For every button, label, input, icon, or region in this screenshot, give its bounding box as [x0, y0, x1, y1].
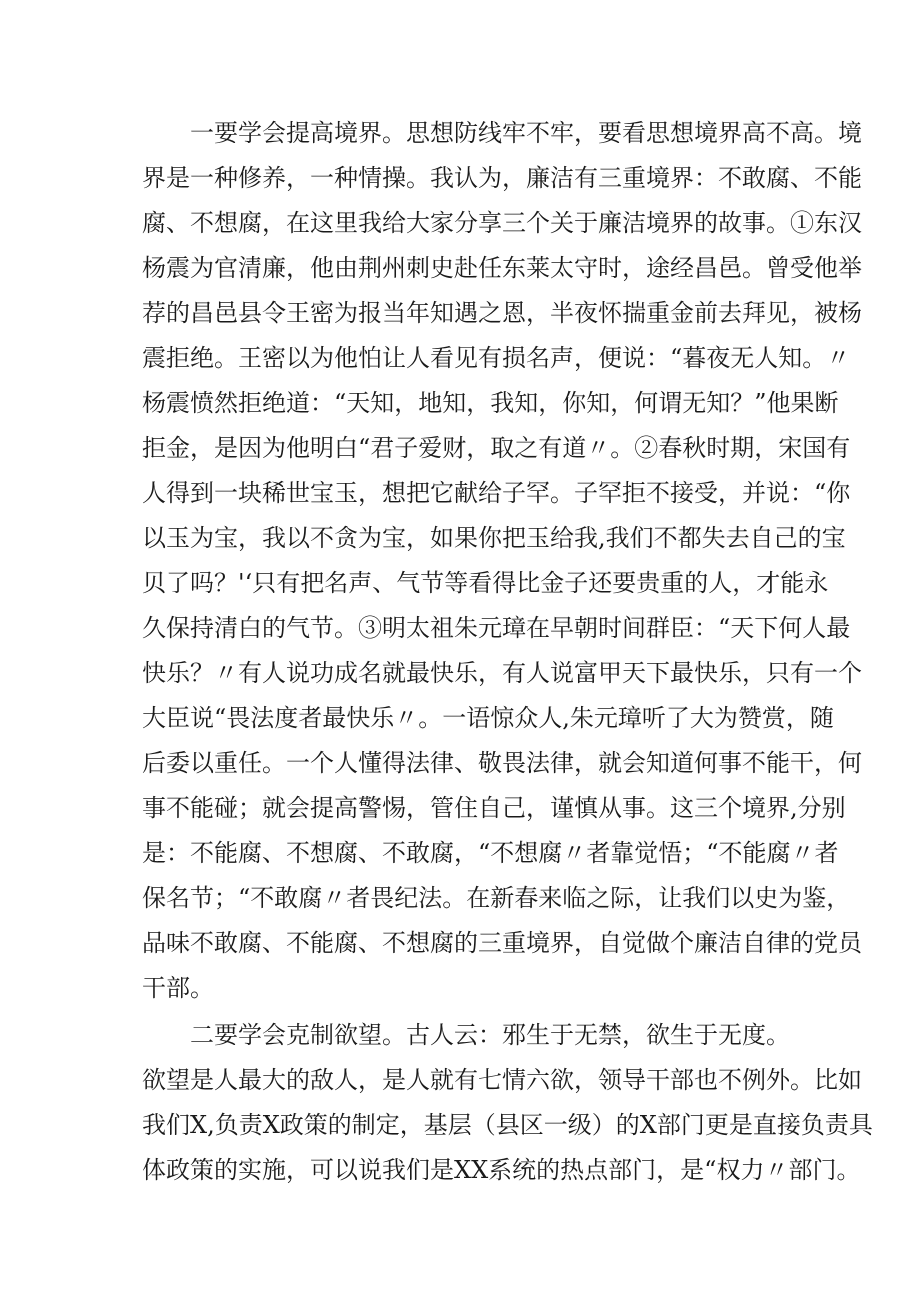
- paragraph-1-line-20: 干部。: [142, 974, 214, 1002]
- paragraph-2-line-4: 体政策的实施，可以说我们是XX系统的热点部门，是“权力〃部门。: [142, 1156, 861, 1184]
- paragraph-1-line-10: 以玉为宝，我以不贪为宝，如果你把玉给我,我们不都失去自己的宝: [142, 524, 846, 552]
- paragraph-1-line-15: 后委以重任。一个人懂得法律、敬畏法律，就会知道何事不能干，何: [142, 749, 862, 777]
- paragraph-2-line-2: 欲望是人最大的敌人，是人就有七情六欲，领导干部也不例外。比如: [142, 1066, 862, 1094]
- paragraph-1-line-18: 保名节；“不敢腐〃者畏纪法。在新春来临之际，让我们以史为鉴，: [142, 884, 851, 912]
- paragraph-1-line-5: 荐的昌邑县令王密为报当年知遇之恩，半夜怀揣重金前去拜见，被杨: [142, 299, 862, 327]
- paragraph-1-line-1: 一要学会提高境界。思想防线牢不牢，要看思想境界高不高。境: [190, 119, 862, 147]
- paragraph-1-line-17: 是：不能腐、不想腐、不敢腐，“不想腐〃者靠觉悟；“不能腐〃者: [142, 839, 839, 867]
- paragraph-1-line-14: 大臣说“畏法度者最快乐〃。一语惊众人,朱元璋听了大为赞赏，随: [142, 704, 834, 732]
- paragraph-1-line-3: 腐、不想腐，在这里我给大家分享三个关于廉洁境界的故事。①东汉: [142, 209, 862, 237]
- paragraph-1-line-11: 贝了吗？'‘只有把名声、气节等看得比金子还要贵重的人，才能永: [142, 569, 829, 597]
- paragraph-1-line-9: 人得到一块稀世宝玉，想把它献给子罕。子罕拒不接受，并说：“你: [142, 479, 851, 507]
- paragraph-1-line-8: 拒金，是因为他明白“君子爱财，取之有道〃。②春秋时期，宋国有: [142, 434, 851, 462]
- paragraph-1-line-13: 快乐？〃有人说功成名就最快乐，有人说富甲天下最快乐，只有一个: [142, 659, 862, 687]
- paragraph-1-line-2: 界是一种修养，一种情操。我认为，廉洁有三重境界：不敢腐、不能: [142, 164, 862, 192]
- paragraph-1-line-19: 品味不敢腐、不能腐、不想腐的三重境界，自觉做个廉洁自律的党员: [142, 929, 862, 957]
- paragraph-2-line-3: 我们X,负责X政策的制定，基层（县区一级）的X部门更是直接负责具: [142, 1111, 873, 1139]
- paragraph-1-line-6: 震拒绝。王密以为他怕让人看见有损名声，便说：“暮夜无人知。〃: [142, 344, 851, 372]
- paragraph-2-line-1: 二要学会克制欲望。古人云：邪生于无禁，欲生于无度。: [190, 1021, 790, 1049]
- paragraph-1-line-16: 事不能碰；就会提高警惕，管住自己，谨慎从事。这三个境界,分别: [142, 794, 846, 822]
- paragraph-1-line-7: 杨震愤然拒绝道：“天知，地知，我知，你知，何谓无知？”他果断: [142, 389, 839, 417]
- paragraph-1-line-12: 久保持清白的气节。③明太祖朱元璋在早朝时间群臣：“天下何人最: [142, 614, 851, 642]
- paragraph-1-line-4: 杨震为官清廉，他由荆州刺史赴任东莱太守时，途经昌邑。曾受他举: [142, 254, 862, 282]
